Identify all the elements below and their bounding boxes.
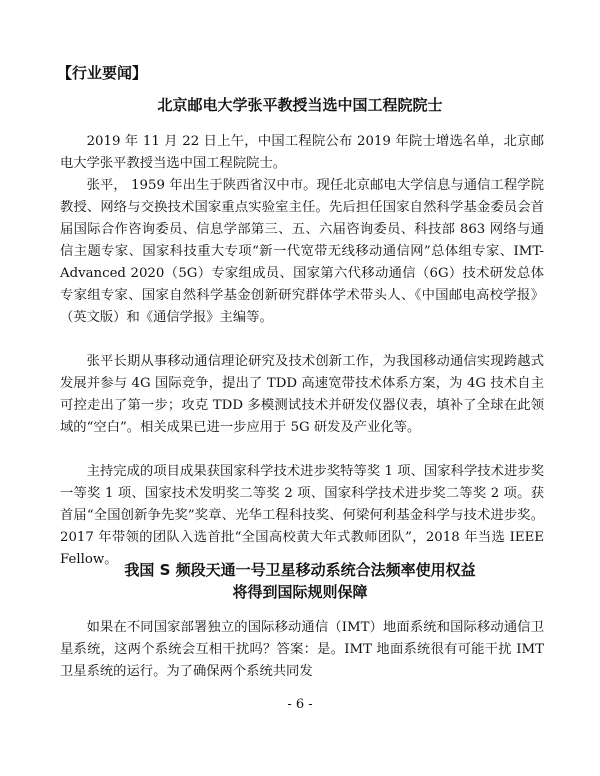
article-paragraph: 张平， 1959 年出生于陕西省汉中市。现任北京邮电大学信息与通信工程学院教授、网络与交换技术国家重点实验室主任。先后担任国家自然科学基金委员会首届国际合作咨询委员、信息学部第三、五、六届咨询委员、科技部 863 网络与通信主题专家、国家科技重大专项“新一代宽带无线移动通信网”总体组专家、IMT-Advanced 2020（5G）专家组成员、国家第六代移动通信（6G）技术研发总体专家组专家、国家自然科学基金创新研究群体学术带头人、《中国邮电高校学报》（英文版）和《通信学报》主编等。 [60, 178, 544, 325]
section-tag: 【行业要闻】 [57, 64, 148, 82]
article-paragraph: 2019 年 11 月 22 日上午，中国工程院公布 2019 年院士增选名单，北京邮电大学张平教授当选中国工程院院士。 [60, 134, 544, 171]
article-title: 北京邮电大学张平教授当选中国工程院院士 [157, 96, 443, 114]
article-title-line-2: 将得到国际规则保障 [232, 583, 368, 601]
article-paragraph: 主持完成的项目成果获国家科学技术进步奖特等奖 1 项、国家科学技术进步奖一等奖 1 项、国家技术发明奖二等奖 2 项、国家科学技术进步奖二等奖 2 项。获首届“全国创新争先奖”奖章、光华工程科技奖、何梁何利基金科学与技术进步奖。2017 年带领的团队入选首批“全国高校黄大年式教师团队”，2018 年当选 IEEE Fellow。 [60, 464, 544, 567]
article-paragraph: 张平长期从事移动通信理论研究及技术创新工作，为我国移动通信实现跨越式发展并参与 4G 国际竞争，提出了 TDD 高速宽带技术体系方案，为 4G 技术自主可控走出了第一步；攻克 TDD 多模测试技术并研发仪器仪表，填补了全球在此领域的“空白”。相关成果已进一步应用于 5G 研发及产业化等。 [60, 354, 544, 435]
page-number: - 6 - [287, 697, 313, 712]
article-title-line-1: 我国 S 频段天通一号卫星移动系统合法频率使用权益 [124, 561, 476, 579]
article-paragraph: 如果在不同国家部署独立的国际移动通信（IMT）地面系统和国际移动通信卫星系统，这两个系统会互相干扰吗？答案：是。IMT 地面系统很有可能干扰 IMT 卫星系统的运行。为了确保两个系统共同发 [60, 620, 544, 679]
